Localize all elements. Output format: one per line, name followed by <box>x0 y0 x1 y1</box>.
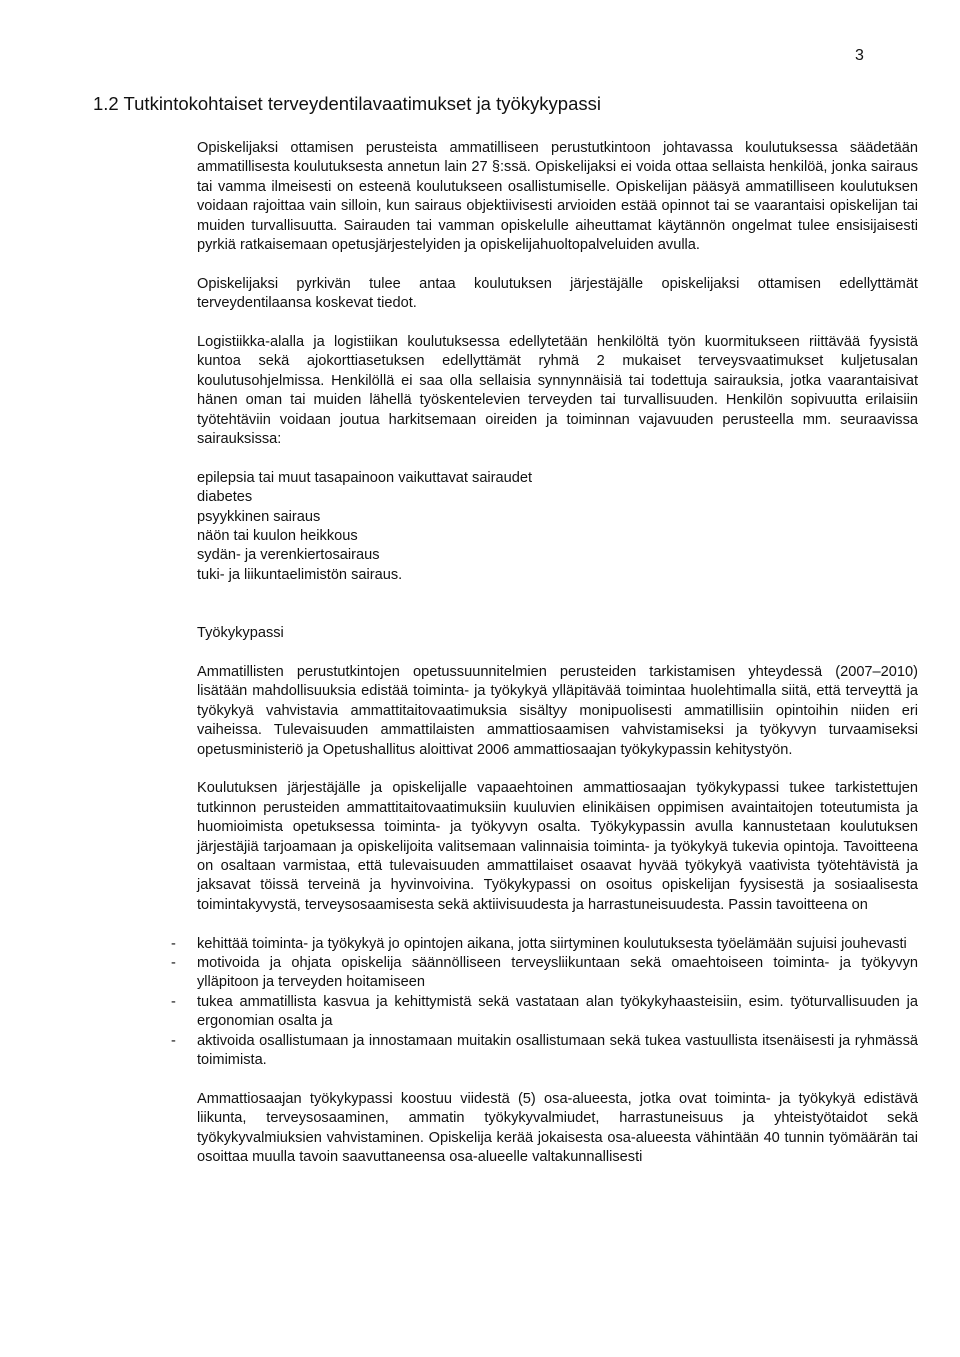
subheading-tyokykypassi: Työkykypassi <box>197 625 284 642</box>
list-item: näön tai kuulon heikkous <box>197 528 358 545</box>
paragraph-logistics-requirements: Logistiikka-alalla ja logistiikan koulutuksessa edellytetään henkilöltä työn kuormitukseen riittävää fyysistä kuntoa sekä ajokorttiasetuksen edellyttämät ryhmä 2 mukaiset terveysvaatimukset kuljetusalan koulutusohjelmissa. Henkilöllä ei saa olla sellaisia synnynnäisiä tai todettuja sairauksia, jotka vaarantaisivat hänen oman tai muiden lähellä työskentelevien terveyden tai turvallisuuden. Henkilön sopivuutta erilaisiin työtehtäviin voidaan joutua harkitsemaan oireiden ja toiminnan vajavuuden perusteella mm. seuraavissa sairauksissa: <box>197 334 918 448</box>
list-marker: - <box>171 935 176 952</box>
paragraph-health-info: Opiskelijaksi pyrkivän tulee antaa koulutuksen järjestäjälle opiskelijaksi ottamisen edellyttämät terveydentilaansa koskevat tiedot. <box>197 275 918 312</box>
list-item <box>171 1032 918 1071</box>
list-marker: - <box>171 1032 176 1049</box>
list-item: diabetes <box>197 489 253 506</box>
list-item: tuki- ja liikuntaelimistön sairaus. <box>197 566 403 583</box>
list-item: sydän- ja verenkiertosairaus <box>197 547 380 564</box>
goals-list <box>171 935 918 1071</box>
list-item <box>171 954 918 993</box>
list-item-text: aktivoida osallistumaan ja innostamaan muitakin osallistumaan sekä tukea vastuullista itsenäisesti ja ryhmässä toimimista. <box>197 1032 918 1068</box>
list-item: epilepsia tai muut tasapainoon vaikuttavat sairaudet <box>197 469 533 486</box>
section-heading: 1.2 Tutkintokohtaiset terveydentilavaatimukset ja työkykypassi <box>93 93 601 114</box>
list-item-text: tukea ammatillista kasvua ja kehittymistä sekä vastataan alan työkykyhaasteisiin, esim. työturvallisuuden ja ergonomian osalta ja <box>197 993 918 1030</box>
paragraph-passport-structure: Ammattiosaajan työkykypassi koostuu viidestä (5) osa-alueesta, jotka ovat toiminta- ja työkykyä edistävä liikunta, terveysosaaminen, ammatin työkykyvalmiudet, harrastuneisuus ja yhteistyötaidot sekä työkykyvalmiuksien vahvistaminen. Opiskelija kerää jokaisesta osa-alueesta vähintään 40 tunnin työmäärän tai osoittaa muulla tavoin saavuttaneensa osa-alueelle valtakunnallisesti <box>197 1090 918 1165</box>
list-marker: - <box>171 993 176 1010</box>
list-item <box>171 993 918 1032</box>
page-number: 3 <box>855 47 864 64</box>
document-body <box>171 139 918 1167</box>
list-item-text: kehittää toiminta- ja työkykyä jo opintojen aikana, jotta siirtyminen koulutuksesta työelämään sujuisi jouhevasti <box>197 935 907 952</box>
paragraph-passport-background: Ammatillisten perustutkintojen opetussuunnitelmien perusteiden tarkistamisen yhteydessä (2007–2010) lisätään mahdollisuuksia edistää toiminta- ja työkykyä ylläpitävää toimintaa huolehtimalla siitä, että terveyttä ja työkykyä vahvistavia ammattitaitovaatimuksia sisältyy monipuolisesti ammatillisiin opintoihin niiden eri vaiheissa. Tulevaisuuden ammattilaisten ammattiosaamisen vahvistamiseksi ja työkyvyn turvaamiseksi opetusministeriö ja Opetushallitus aloittivat 2006 ammattiosaajan työkykypassin kehitystyön. <box>197 663 918 758</box>
list-item <box>171 935 918 954</box>
paragraph-passport-purpose: Koulutuksen järjestäjälle ja opiskelijalle vapaaehtoinen ammattiosaajan työkykypassi tukee tarkistettujen tutkinnon perusteiden ammattitaitovaatimuksiin kuuluvien elinikäisen oppimisen avaintaitojen toteutumista ja huomioimista opetuksessa toiminta- ja työkyvyn osalta. Työkykypassin avulla kannustetaan koulutuksen järjestäjiä tarjoamaan ja opiskelijoita valitsemaan valinnaisia toiminta- ja työkykyä tukevia opintoja. Tavoitteena on osaltaan varmistaa, että tulevaisuuden ammattilaiset osaavat hyvää työkykyä vaativista työtehtävistä ja jaksavat töissä terveinä ja hyvinvoivina. Työkykypassi on osoitus opiskelijan fyysisestä ja sosiaalisesta toimintakyvystä, terveysosaamisesta sekä aktiivisuudesta ja harrastuneisuudesta. Passin tavoitteena on <box>197 780 918 913</box>
paragraph-admission-law: Opiskelijaksi ottamisen perusteista ammatilliseen perustutkintoon johtavassa koulutuksessa säädetään ammatillisesta koulutuksesta annetun lain 27 §:ssä. Opiskelijaksi ei voida ottaa sellaista henkilöä, jonka sairaus tai vamma ilmeisesti on esteenä koulutukseen osallistumiselle. Opiskelijan pääsyä ammatilliseen koulutuksen voidaan rajoittaa vain silloin, kun sairaus objektiivisesti arvioiden estää opinnot tai se vaarantaisi opiskelijan tai muiden turvallisuutta. Sairauden tai vamman opiskelulle aiheuttamat käytännön ongelmat tulee ensisijaisesti pyrkiä ratkaisemaan opetusjärjestelyiden ja opiskelijahuoltopalveluiden avulla. <box>197 140 918 254</box>
list-item-text: motivoida ja ohjata opiskelija säännölliseen terveysliikuntaan sekä omaehtoiseen toiminta- ja työkyvyn ylläpitoon ja terveyden hoitamiseen <box>197 954 918 991</box>
list-item: psyykkinen sairaus <box>197 508 321 525</box>
conditions-list <box>197 469 918 585</box>
list-marker: - <box>171 954 176 971</box>
